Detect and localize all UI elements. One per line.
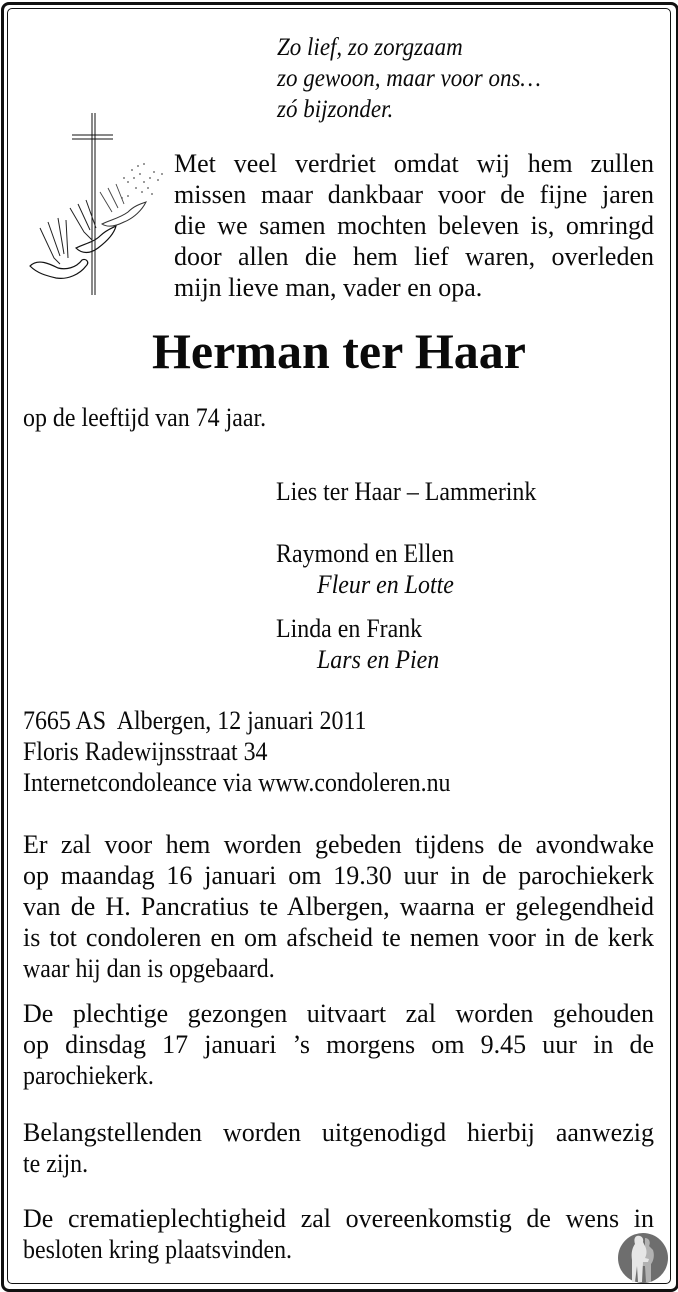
invitation-line: te zijn. (23, 1149, 89, 1178)
cremation-line: De crematieplechtigheid zal overeenkomstig de wens in (23, 1204, 654, 1233)
embracing-figures-logo-icon (617, 1232, 669, 1284)
vigil-line: van de H. Pancratius te Albergen, waarna er gelegendheid (23, 892, 654, 921)
intro-line: door allen die hem lief waren, overleden (174, 242, 654, 271)
deceased-name: Herman ter Haar (152, 323, 526, 379)
intro-line: mijn lieve man, vader en opa. (174, 273, 483, 302)
invitation-line: Belangstellenden worden uitgenodigd hierbij aanwezig (23, 1118, 654, 1147)
poem-line-3: zó bijzonder. (277, 96, 394, 123)
vigil-line: op maandag 16 januari om 19.30 uur in de parochiekerk (23, 861, 654, 890)
address-line-2: Floris Radewijnsstraat 34 (23, 737, 268, 766)
spouse-name: Lies ter Haar – Lammerink (276, 477, 537, 506)
funeral-line: op dinsdag 17 januari ’s morgens om 9.45 uur in de (23, 1030, 654, 1059)
age-line: op de leeftijd van 74 jaar. (23, 403, 267, 432)
cross-with-doves-icon (24, 108, 169, 300)
grandchildren-names: Lars en Pien (317, 645, 440, 674)
vigil-line: waar hij dan is opgebaard. (23, 954, 275, 983)
poem-line-1: Zo lief, zo zorgzaam (277, 34, 463, 61)
grandchildren-names: Fleur en Lotte (317, 570, 454, 599)
poem-line-2: zo gewoon, maar voor ons… (277, 65, 541, 92)
child-names: Raymond en Ellen (276, 539, 455, 568)
funeral-line: De plechtige gezongen uitvaart zal worden gehouden (23, 999, 654, 1028)
cremation-line: besloten kring plaatsvinden. (23, 1235, 293, 1264)
intro-line: missen maar dankbaar voor de fijne jaren (174, 180, 654, 209)
child-names: Linda en Frank (276, 614, 423, 643)
intro-line: Met veel verdriet omdat wij hem zullen (174, 149, 654, 178)
vigil-line: is tot condoleren en om afscheid te nemen voor in de kerk (23, 923, 654, 952)
funeral-line: parochiekerk. (23, 1061, 154, 1090)
condolence-link[interactable]: Internetcondoleance via www.condoleren.nu (23, 768, 451, 797)
address-line-1: 7665 AS Albergen, 12 januari 2011 (23, 706, 367, 735)
vigil-line: Er zal voor hem worden gebeden tijdens de avondwake (23, 830, 654, 859)
intro-line: die we samen mochten beleven is, omringd (174, 211, 654, 240)
